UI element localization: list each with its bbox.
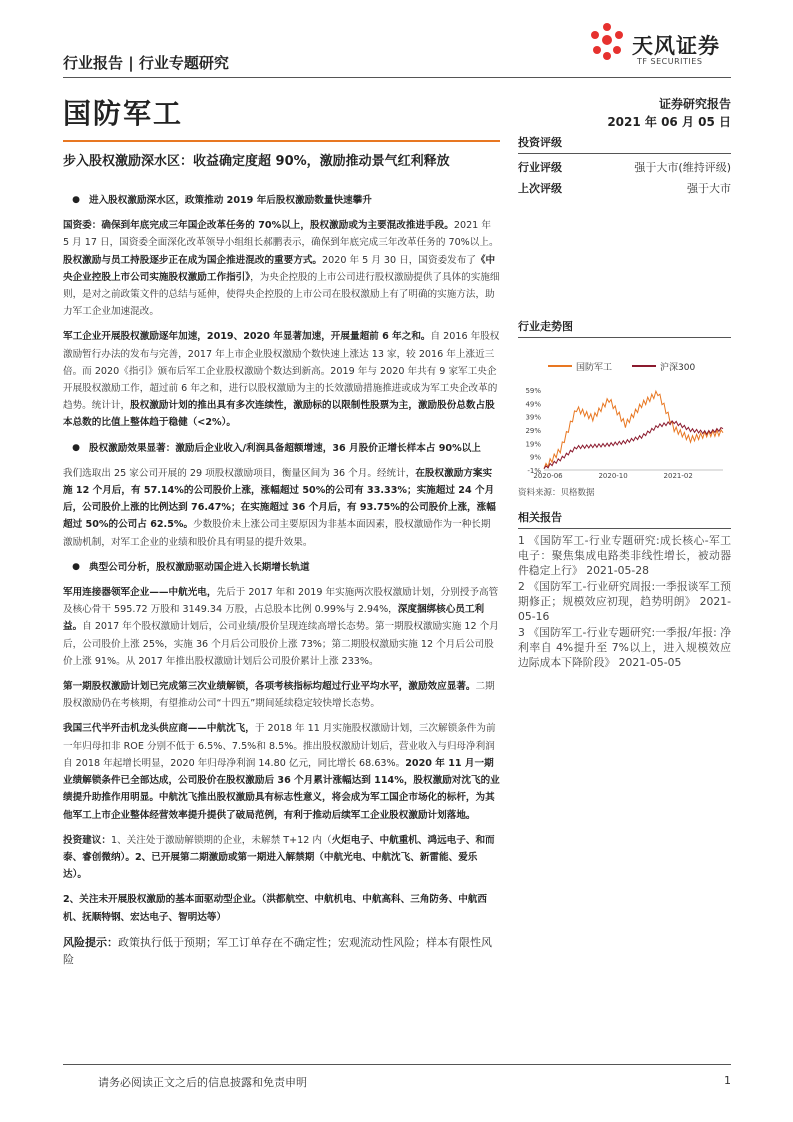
paragraph [63, 720, 500, 823]
sector-title: 国防军工 [63, 97, 184, 130]
legend-label: 国防军工 [576, 363, 613, 373]
chart-source: 资料来源：贝格数据 [518, 488, 595, 498]
rating-panel [518, 134, 731, 196]
related-item[interactable]: 1 《国防军工-行业专题研究:成长核心-军工电子：聚焦集成电路类非线性增长，被动器件稳定上行》 2021-05-28 [518, 534, 731, 577]
bullet-icon: ● [72, 442, 80, 453]
bold-text: 投资建议： [63, 834, 111, 846]
related-item[interactable]: 3 《国防军工-行业专题研究:一季报/年报: 净利率自 4%提升至 7%以上，进入规模效应边际成本下降阶段》 2021-05-05 [518, 626, 731, 669]
x-tick-label: 2021-02 [663, 472, 693, 478]
text: 少数股价未上涨公司主要原因为非基本面因素，股权激励作为一种长期激励机制，对军工企业的业绩和股价具有明显的提升效果。 [63, 519, 491, 548]
bold-text: 军工企业开展股权激励逐年加速，2019、2020 年显著加速，开展量超前 6 年之和。 [63, 331, 431, 343]
text: 自 2017 年个股权激励计划后，公司业绩/股价呈现连续高增长态势。第一期股权激励实施 12 个月后，公司股价上涨 25%，实施 36 个月后公司股价上涨 73%；第二期股权激励实施 12 个月后公司股价上涨 91%。从 2017 年推出股权激励计划后公司股价累计上涨 233%。 [63, 621, 499, 667]
rating-row [518, 159, 731, 175]
text: 1、关注处于激励解锁期的企业，未解禁 T+12 内（ [110, 834, 332, 846]
series-line-hs300 [544, 421, 723, 469]
bold-text: 2020 年 11 月一期业绩解锁条件已全部达成，公司股价在股权激励后 36 个月累计涨幅达到 114%，股权激励对沈飞的业绩提升助推作用明显。中航沈飞推出股权激励具有标志性意义，将会成为军工国企市场化的标杆，为其他军工上市企业整体经营效率提升提供了破局范例，有利于推动后续军工企业股权激励计划落地。 [63, 757, 500, 821]
y-tick-label: 19% [525, 440, 541, 449]
x-tick-label: 2020-10 [598, 472, 628, 478]
rating-row [518, 180, 731, 196]
bullet-icon: ● [72, 195, 80, 205]
rating-value: 强于大市(维持评级) [634, 161, 731, 174]
text: 2021 年 5 月 17 日，国资委全面深化改革领导小组组长郝鹏表示，确保到年底完成三年改革任务的 70%以上。 [63, 220, 499, 249]
bold-text: 火炬电子、中航重机、鸿远电子、和而泰、睿创微纳）。2、已开展第二期激励或第一期进入解禁期（中航光电、中航沈飞、新雷能、爱乐达）。 [63, 834, 495, 881]
bold-text: 军用连接器领军企业——中航光电， [63, 587, 217, 599]
legend-label: 沪深300 [660, 363, 696, 373]
paragraph [63, 584, 500, 670]
bold-text: 《中央企业控股上市公司实施股权激励工作指引》 [63, 254, 496, 283]
text: ，为央企控股的上市公司进行股权激励提供了具体的实施细则，是对之前政策文件的总结与延伸，使得央企控股的上市公司在股权激励上有了明确的实施方法，助力军工企业加速混改。 [63, 271, 500, 318]
section-bullet [63, 192, 500, 209]
bullet-text: 股权激励效果显著：激励后企业收入/利润具备超额增速，36 月股价正增长样本占 90%以上 [89, 442, 481, 454]
tf-logo-icon [585, 20, 629, 64]
report-date: 2021 年 06 月 05 日 [607, 115, 731, 129]
bold-text: 股权激励计划的推出具有多次连续性，激励标的以限制性股票为主，激励股份总数占股本总数的比值上整体趋于稳健（<2%）。 [63, 400, 495, 429]
headline-rule [63, 140, 500, 142]
text: 我们选取出 25 家公司开展的 29 项股权激励项目，衡量区间为 36 个月。经统计， [63, 467, 416, 479]
paragraph [63, 934, 500, 968]
related-reports [518, 509, 731, 671]
rating-header: 投资评级 [518, 134, 731, 154]
bold-text: 深度捆绑核心员工利益。 [63, 604, 485, 633]
report-type: 证券研究报告 [658, 97, 731, 111]
bullet-text: 进入股权激励深水区，政策推动 2019 年后股权激励数量快速攀升 [89, 195, 372, 206]
rating-key: 行业评级 [518, 161, 562, 174]
brand-name: 天风证券 [632, 34, 720, 58]
y-tick-label: 59% [525, 387, 541, 395]
bold-text: 国资委：确保到年底完成三年国企改革任务的 70%以上，股权激励或为主要混改推进手段。 [63, 220, 454, 232]
paragraph [63, 678, 500, 712]
footer-disclaimer: 请务必阅读正文之后的信息披露和免责申明 [98, 1076, 307, 1089]
bold-text: 我国三代半歼击机龙头供应商——中航沈飞， [63, 723, 255, 735]
paragraph [63, 328, 500, 431]
bold-text: 股权激励与员工持股逐步正在成为国企推进混改的重要方式。 [63, 254, 323, 266]
text: 政策执行低于预期；军工订单存在不确定性；宏观流动性风险；样本有限性风险 [63, 935, 492, 966]
text: 二期股权激励仍在考核期，有望推动公司“十四五”期间延续稳定较快增长态势。 [63, 681, 495, 710]
y-tick-label: -1% [527, 467, 541, 475]
trend-header: 行业走势图 [518, 318, 731, 338]
y-tick-label: 9% [529, 453, 541, 462]
text: 于 2018 年 11 月实施股权激励计划，三次解锁条件为前一年归母扣非 ROE 分别不低于 6.5%、7.5%和 8.5%。推出股权激励计划后，营业收入与归母净利润自 2018 年起增长明显，2020 年归母净利润 14.80 亿元，同比增长 68.63%。 [63, 723, 496, 769]
bullet-icon: ● [72, 561, 80, 572]
rating-value: 强于大市 [687, 182, 731, 195]
section-bullet [63, 559, 500, 576]
y-tick-label: 39% [525, 413, 541, 422]
bold-text: 第一期股权激励计划已完成第三次业绩解锁，各项考核指标均超过行业平均水平，激励效应显著。 [63, 681, 476, 693]
footer-divider [63, 1064, 731, 1065]
page-number: 1 [724, 1074, 731, 1087]
related-item[interactable]: 2 《国防军工-行业研究周报:一季报谈军工预期修正；规模效应初现，趋势明朗》 2021-05-16 [518, 580, 731, 623]
text: 自 2016 年股权激励暂行办法的发布与完善，2017 年上市企业股权激励个数快速上涨达 13 家，较 2016 年上涨近三倍。而 2020《指引》颁布后军工企业股权激励个数达到新高。2019 年与 2020 年共有 9 家军工央企开展股权激励工作，超过前 6 年之和，进行以股权激励为主的长效激励措施推进或成为军工央企改革的趋势。统计计， [63, 331, 500, 412]
bold-text: 在股权激励方案实施 12 个月后，有 57.14%的公司股价上涨，涨幅超过 50%的公司有 33.33%；实施超过 24 个月后，公司股价上涨的比例达到 76.47%；在实施超过 36 个月后，有 93.75%的公司股价上涨，涨幅超过 50%的公司占 62.5%。 [63, 467, 496, 531]
trend-panel [518, 318, 731, 498]
trend-chart [518, 338, 731, 478]
y-tick-label: 49% [525, 400, 541, 409]
paragraph [63, 465, 500, 551]
paragraph [63, 832, 500, 884]
text: 2020 年 5 月 30 日，国资委发布了 [322, 254, 476, 266]
text: 先后于 2017 年和 2019 年实施两次股权激励计划，分别授予高管及核心骨干 595.72 万股和 3149.34 万股，占总股本比例 0.99%与 2.94%， [63, 587, 499, 616]
paragraph [63, 217, 500, 320]
report-category: 行业报告 | 行业专题研究 [63, 54, 229, 72]
brand-name-en: TF SECURITIES [637, 57, 703, 66]
x-tick-label: 2020-06 [533, 472, 563, 478]
main-body [63, 192, 500, 976]
headline: 步入股权激励深水区：收益确定度超 90%，激励推动景气红利释放 [63, 154, 450, 169]
bold-text: 风险提示： [63, 935, 118, 949]
rating-key: 上次评级 [518, 182, 562, 195]
y-tick-label: 29% [525, 427, 541, 435]
bold-text: 2、关注未开展股权激励的基本面驱动型企业。（洪都航空、中航机电、中航高科、三角防务、中航西机、抚顺特钢、宏达电子、智明达等） [63, 894, 487, 923]
header-divider [63, 77, 731, 78]
bullet-text: 典型公司分析，股权激励驱动国企进入长期增长轨道 [89, 561, 310, 573]
related-header: 相关报告 [518, 509, 731, 529]
paragraph [63, 891, 500, 925]
section-bullet [63, 440, 500, 457]
